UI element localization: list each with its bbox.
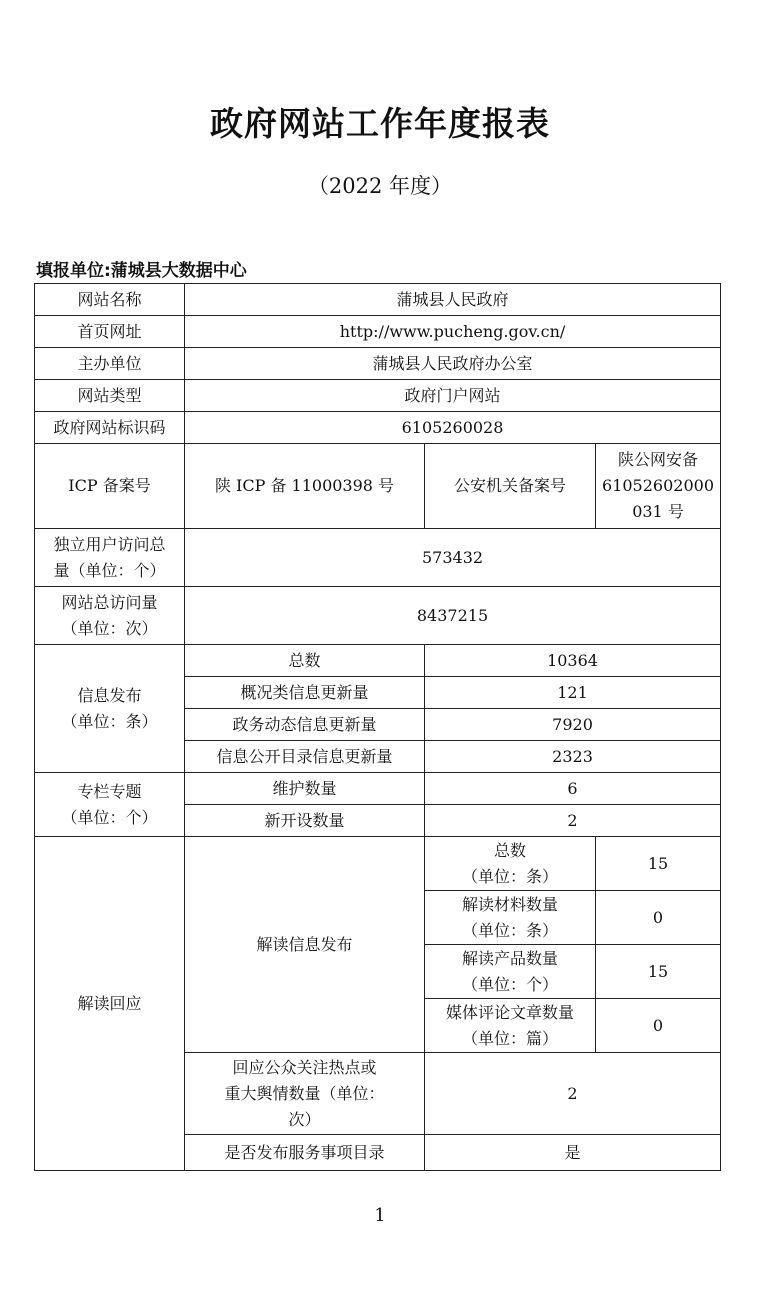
columns-row-value: 6	[425, 773, 721, 805]
sponsor-value: 蒲城县人民政府办公室	[185, 348, 721, 380]
hotspot-label-line-2: 重大舆情数量（单位：	[224, 1083, 385, 1103]
service-catalog-value: 是	[425, 1135, 721, 1171]
sponsor-label: 主办单位	[35, 348, 185, 380]
interpret-row-label-line-2: （单位：个）	[461, 974, 558, 994]
table-row	[35, 645, 721, 677]
table-row	[35, 316, 721, 348]
site-url-value: http://www.pucheng.gov.cn/	[185, 316, 721, 348]
interpret-row-label-line-1: 总数	[493, 840, 526, 860]
info-row-value: 2323	[425, 741, 721, 773]
police-value-line-2: 61052602000	[602, 476, 714, 495]
interpret-row-label-line-2: （单位：条）	[461, 866, 558, 886]
info-publish-label	[35, 645, 185, 773]
report-year: （2022 年度）	[307, 174, 453, 198]
interpret-row-label-line-2: （单位：篇）	[461, 1028, 558, 1048]
table-row	[35, 348, 721, 380]
table-row	[35, 587, 721, 645]
interpret-row-label	[425, 837, 596, 891]
table-row	[35, 773, 721, 805]
columns-row-label: 维护数量	[185, 773, 425, 805]
table-row	[35, 529, 721, 587]
interpret-row-value: 15	[596, 945, 721, 999]
info-row-label: 政务动态信息更新量	[185, 709, 425, 741]
interpret-row-label-line-1: 解读产品数量	[461, 948, 558, 968]
hotspot-value: 2	[425, 1053, 721, 1135]
columns-row-value: 2	[425, 805, 721, 837]
unique-visits-value: 573432	[185, 529, 721, 587]
police-value-line-3: 031 号	[632, 502, 684, 521]
total-visits-label	[35, 587, 185, 645]
filler-unit: 填报单位:蒲城县大数据中心	[36, 261, 247, 281]
site-url-label: 首页网址	[35, 316, 185, 348]
table-row	[35, 284, 721, 316]
hotspot-label	[185, 1053, 425, 1135]
police-value	[596, 444, 721, 529]
info-publish-label-line-2: （单位：条）	[61, 711, 158, 731]
unique-visits-label	[35, 529, 185, 587]
table-row	[35, 380, 721, 412]
info-publish-label-line-1: 信息发布	[77, 685, 142, 705]
interpret-row-value: 15	[596, 837, 721, 891]
total-visits-label-line-2: （单位：次）	[61, 618, 158, 638]
total-visits-value: 8437215	[185, 587, 721, 645]
interpret-publish-label: 解读信息发布	[185, 837, 425, 1053]
info-row-label: 概况类信息更新量	[185, 677, 425, 709]
report-title: 政府网站工作年度报表	[210, 104, 550, 143]
interpret-row-label	[425, 999, 596, 1053]
interpret-row-value: 0	[596, 999, 721, 1053]
interpret-row-label-line-1: 媒体评论文章数量	[445, 1002, 574, 1022]
site-code-label: 政府网站标识码	[35, 412, 185, 444]
interpret-label: 解读回应	[35, 837, 185, 1171]
columns-label-line-1: 专栏专题	[77, 781, 142, 801]
site-name-value: 蒲城县人民政府	[185, 284, 721, 316]
info-row-value: 10364	[425, 645, 721, 677]
info-row-label: 信息公开目录信息更新量	[185, 741, 425, 773]
columns-label-line-2: （单位：个）	[61, 807, 158, 827]
site-type-value: 政府门户网站	[185, 380, 721, 412]
info-row-label: 总数	[185, 645, 425, 677]
interpret-row-label	[425, 891, 596, 945]
unique-visits-label-line-2: 量（单位：个）	[53, 560, 166, 580]
table-row	[35, 444, 721, 529]
info-row-value: 7920	[425, 709, 721, 741]
interpret-row-label-line-1: 解读材料数量	[461, 894, 558, 914]
table-row	[35, 412, 721, 444]
icp-value: 陕 ICP 备 11000398 号	[185, 444, 425, 529]
table-row	[35, 837, 721, 891]
columns-row-label: 新开设数量	[185, 805, 425, 837]
interpret-row-label	[425, 945, 596, 999]
total-visits-label-line-1: 网站总访问量	[61, 592, 158, 612]
service-catalog-label: 是否发布服务事项目录	[185, 1135, 425, 1171]
hotspot-label-line-3: 次）	[288, 1109, 321, 1129]
page-number: 1	[374, 1205, 386, 1226]
site-type-label: 网站类型	[35, 380, 185, 412]
police-value-line-1: 陕公网安备	[618, 450, 699, 469]
police-label: 公安机关备案号	[425, 444, 596, 529]
unique-visits-label-line-1: 独立用户访问总	[53, 534, 166, 554]
site-code-value: 6105260028	[185, 412, 721, 444]
info-row-value: 121	[425, 677, 721, 709]
columns-label	[35, 773, 185, 837]
site-name-label: 网站名称	[35, 284, 185, 316]
icp-label: ICP 备案号	[35, 444, 185, 529]
interpret-row-value: 0	[596, 891, 721, 945]
interpret-row-label-line-2: （单位：条）	[461, 920, 558, 940]
hotspot-label-line-1: 回应公众关注热点或	[232, 1057, 377, 1077]
report-table	[34, 283, 721, 1171]
